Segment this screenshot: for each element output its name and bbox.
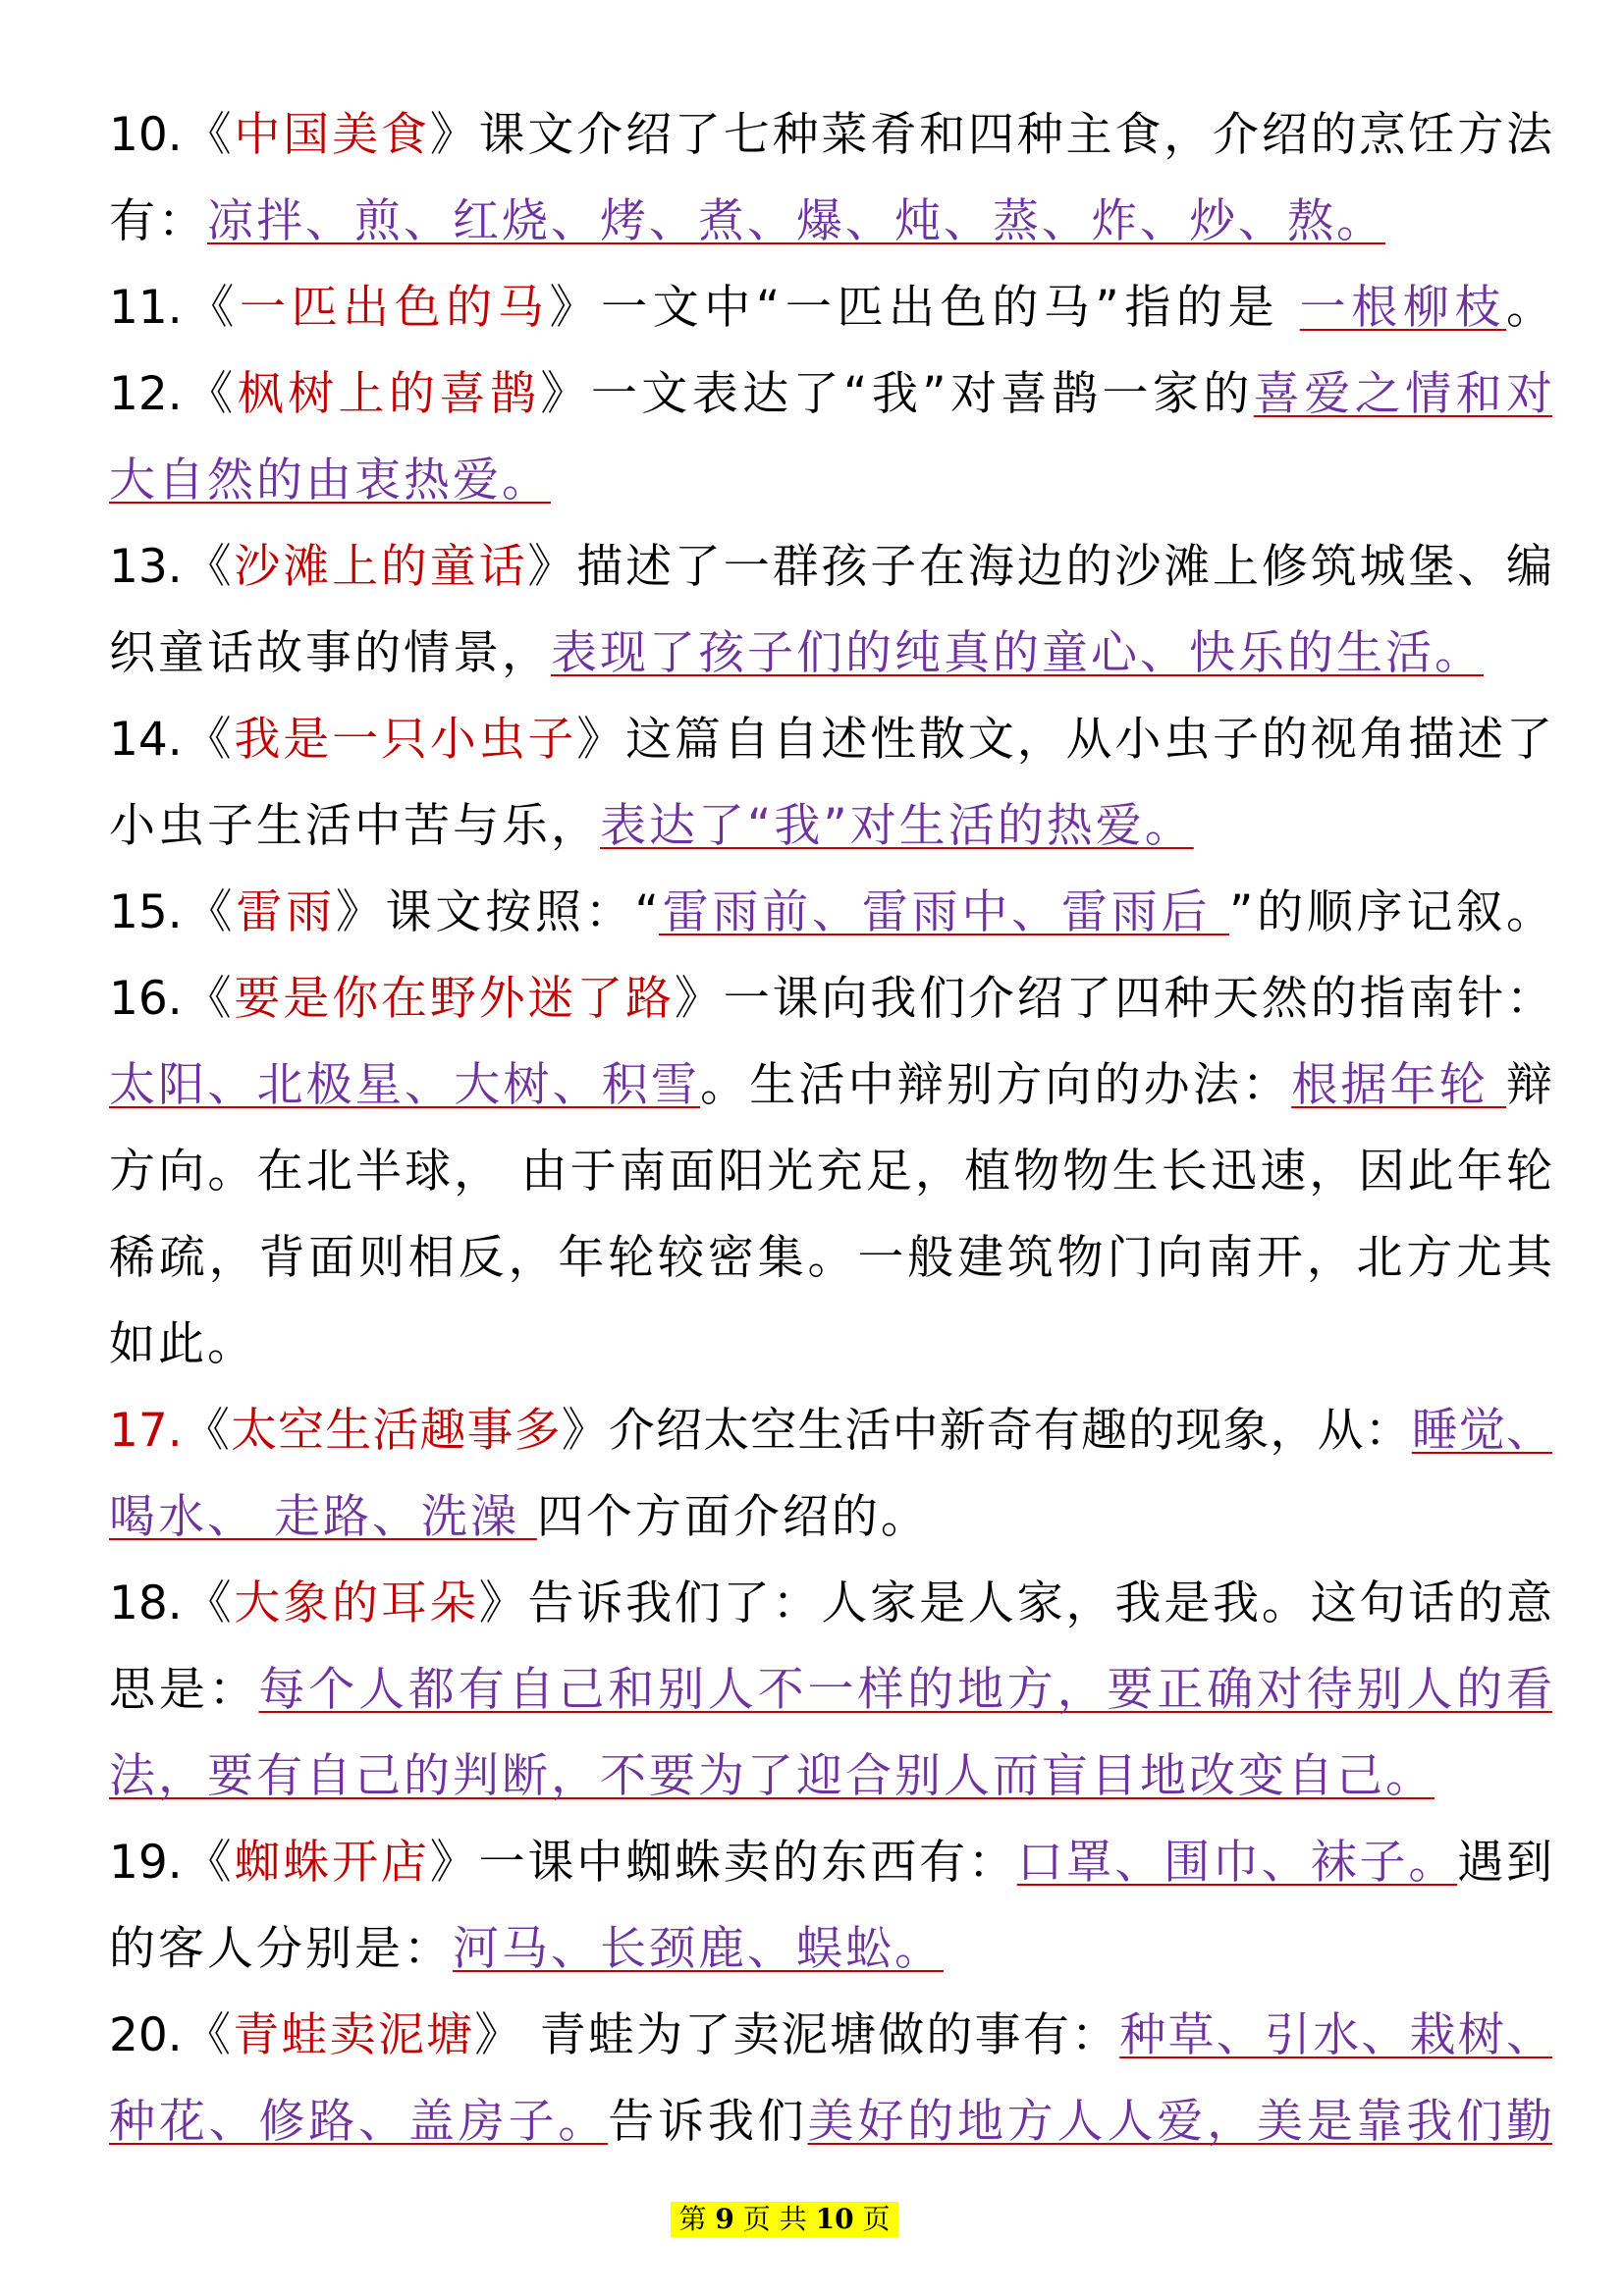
answer-text: 口罩、围巾、袜子。 <box>1016 1836 1458 1890</box>
title-open-bracket: 《 <box>182 1836 235 1890</box>
item-number: 18. <box>109 1576 183 1630</box>
title-open-bracket: 《 <box>182 108 235 162</box>
body-text: 课文介绍了七种菜肴和四种主食，介绍的烹饪方法 <box>478 108 1552 162</box>
lesson-title: 要是你在野外迷了路 <box>234 972 675 1026</box>
item-number: 17. <box>109 1404 183 1458</box>
item-14 <box>109 697 1552 870</box>
title-close-bracket: 》 <box>561 1404 609 1458</box>
text-line <box>109 1388 1552 1474</box>
answer-text: 根据年轮 <box>1291 1058 1506 1112</box>
text-line <box>109 1302 1552 1388</box>
body-text: 一文中“一匹出色的马”指的是 <box>601 281 1300 335</box>
body-text: 稀疏，背面则相反，年轮较密集。一般建筑物门向南开，北方尤其 <box>109 1231 1552 1285</box>
title-open-bracket: 《 <box>182 2008 234 2062</box>
body-text: 四个方面介绍的。 <box>536 1490 930 1544</box>
item-13 <box>109 524 1552 697</box>
answer-text: 喝水、 走路、洗澡 <box>109 1490 537 1544</box>
item-15 <box>109 870 1552 956</box>
current-page-number: 9 <box>715 2203 734 2235</box>
body-text: 青蛙为了卖泥塘做的事有： <box>522 2008 1120 2062</box>
title-open-bracket: 《 <box>182 281 240 335</box>
lesson-title: 蜘蛛开店 <box>234 1836 430 1890</box>
title-open-bracket: 《 <box>182 1576 235 1630</box>
text-line <box>109 1993 1552 2079</box>
answer-text: 种草、引水、栽树、 <box>1119 2008 1552 2062</box>
body-text: 辩 <box>1506 1058 1552 1112</box>
answer-text: 美好的地方人人爱，美是靠我们勤 <box>807 2095 1552 2149</box>
body-text: 。 <box>1506 281 1552 335</box>
text-line <box>109 438 1552 524</box>
body-text: ”的顺序记叙。 <box>1228 885 1552 939</box>
document-body <box>109 92 1552 2165</box>
text-line <box>109 1129 1552 1215</box>
text-line <box>109 956 1552 1042</box>
title-close-bracket: 》 <box>474 2008 523 2062</box>
text-line <box>109 1734 1552 1820</box>
item-18 <box>109 1561 1552 1820</box>
body-text: 一课向我们介绍了四种天然的指南针： <box>723 972 1552 1026</box>
body-text: 遇到 <box>1457 1836 1552 1890</box>
text-line <box>109 524 1552 611</box>
lesson-title: 枫树上的喜鹊 <box>237 367 541 421</box>
item-number: 11. <box>109 281 183 335</box>
body-text: 课文按照：“ <box>385 885 659 939</box>
answer-text: 表现了孩子们的纯真的童心、快乐的生活。 <box>551 626 1484 680</box>
body-text: 织童话故事的情景， <box>109 626 551 680</box>
answer-text: 法，要有自己的判断，不要为了迎合别人而盲目地改变自己。 <box>109 1749 1435 1803</box>
item-10 <box>109 92 1552 265</box>
answer-text: 河马、长颈鹿、蜈蚣。 <box>453 1922 944 1976</box>
lesson-title: 青蛙卖泥塘 <box>233 2008 475 2062</box>
body-text: 描述了一群孩子在海边的沙滩上修筑城堡、编 <box>576 540 1552 594</box>
item-16 <box>109 956 1552 1388</box>
item-number: 13. <box>109 540 183 594</box>
item-12 <box>109 351 1552 524</box>
body-text: 的客人分别是： <box>109 1922 453 1976</box>
text-line <box>109 870 1552 956</box>
text-line <box>109 92 1552 179</box>
title-open-bracket: 《 <box>182 713 235 767</box>
body-text: 这篇自自述性散文，从小虫子的视角描述了 <box>625 713 1552 767</box>
answer-text: 喜爱之情和对 <box>1253 367 1552 421</box>
text-line <box>109 783 1552 870</box>
title-close-bracket: 》 <box>540 367 591 421</box>
lesson-title: 中国美食 <box>234 108 430 162</box>
item-19 <box>109 1820 1552 1993</box>
body-text: 。生活中辩别方向的办法： <box>700 1058 1292 1112</box>
title-open-bracket: 《 <box>182 367 238 421</box>
text-line <box>109 1561 1552 1647</box>
footer-suffix: 页 <box>862 2203 891 2235</box>
text-line <box>109 611 1552 697</box>
text-line <box>109 351 1552 438</box>
title-close-bracket: 》 <box>478 1576 528 1630</box>
answer-text: 一根柳枝 <box>1299 281 1507 335</box>
body-text: 小虫子生活中苦与乐， <box>109 799 600 853</box>
footer-middle: 页 共 <box>742 2203 807 2235</box>
item-number: 20. <box>109 2008 183 2062</box>
lesson-title: 雷雨 <box>236 885 336 939</box>
title-open-bracket: 《 <box>182 540 235 594</box>
text-line <box>109 697 1552 783</box>
item-20 <box>109 1993 1552 2165</box>
item-number: 12. <box>109 367 183 421</box>
body-text: 一课中蜘蛛卖的东西有： <box>478 1836 1017 1890</box>
text-line <box>109 1042 1552 1129</box>
title-close-bracket: 》 <box>429 108 479 162</box>
body-text: 告诉我们了：人家是人家，我是我。这句话的意 <box>527 1576 1552 1630</box>
item-number: 14. <box>109 713 183 767</box>
title-close-bracket: 》 <box>429 1836 479 1890</box>
text-line <box>109 179 1552 265</box>
title-close-bracket: 》 <box>674 972 724 1026</box>
page-footer <box>671 2202 898 2237</box>
title-open-bracket: 《 <box>182 1404 231 1458</box>
item-number: 19. <box>109 1836 183 1890</box>
text-line <box>109 2079 1552 2165</box>
answer-text: 表达了“我”对生活的热爱。 <box>600 799 1194 853</box>
body-text: 介绍太空生活中新奇有趣的现象，从： <box>608 1404 1412 1458</box>
answer-text: 凉拌、煎、红烧、烤、煮、爆、炖、蒸、炸、炒、熬。 <box>207 194 1385 248</box>
answer-text: 大自然的由衷热爱。 <box>109 454 551 507</box>
lesson-title: 大象的耳朵 <box>234 1576 479 1630</box>
text-line <box>109 1647 1552 1734</box>
body-text: 一文表达了“我”对喜鹊一家的 <box>590 367 1254 421</box>
body-text: 告诉我们 <box>608 2095 808 2149</box>
answer-text: 雷雨前、雷雨中、雷雨后 <box>658 885 1229 939</box>
title-close-bracket: 》 <box>576 713 626 767</box>
body-text: 如此。 <box>109 1317 256 1371</box>
title-open-bracket: 《 <box>182 972 235 1026</box>
item-number: 10. <box>109 108 183 162</box>
answer-text: 每个人都有自己和别人不一样的地方，要正确对待别人的看 <box>258 1663 1552 1717</box>
item-11 <box>109 265 1552 351</box>
answer-text: 种花、修路、盖房子。 <box>109 2095 609 2149</box>
text-line <box>109 1906 1552 1993</box>
text-line <box>109 1215 1552 1302</box>
body-text: 方向。在北半球， 由于南面阳光充足，植物物生长迅速，因此年轮 <box>109 1145 1552 1199</box>
lesson-title: 我是一只小虫子 <box>234 713 577 767</box>
text-line <box>109 1474 1552 1561</box>
title-close-bracket: 》 <box>527 540 577 594</box>
item-17 <box>109 1388 1552 1561</box>
text-line <box>109 265 1552 351</box>
text-line <box>109 1820 1552 1906</box>
lesson-title: 一匹出色的马 <box>239 281 550 335</box>
title-close-bracket: 》 <box>549 281 602 335</box>
body-text: 思是： <box>109 1663 259 1717</box>
footer-prefix: 第 <box>678 2203 707 2235</box>
answer-text: 睡觉、 <box>1411 1404 1552 1458</box>
total-pages-number: 10 <box>815 2203 854 2235</box>
lesson-title: 太空生活趣事多 <box>230 1404 562 1458</box>
lesson-title: 沙滩上的童话 <box>234 540 528 594</box>
item-number: 16. <box>109 972 183 1026</box>
body-text: 有： <box>109 194 207 248</box>
title-open-bracket: 《 <box>182 885 237 939</box>
answer-text: 太阳、北极星、大树、积雪 <box>109 1058 701 1112</box>
item-number: 15. <box>109 885 183 939</box>
title-close-bracket: 》 <box>335 885 386 939</box>
